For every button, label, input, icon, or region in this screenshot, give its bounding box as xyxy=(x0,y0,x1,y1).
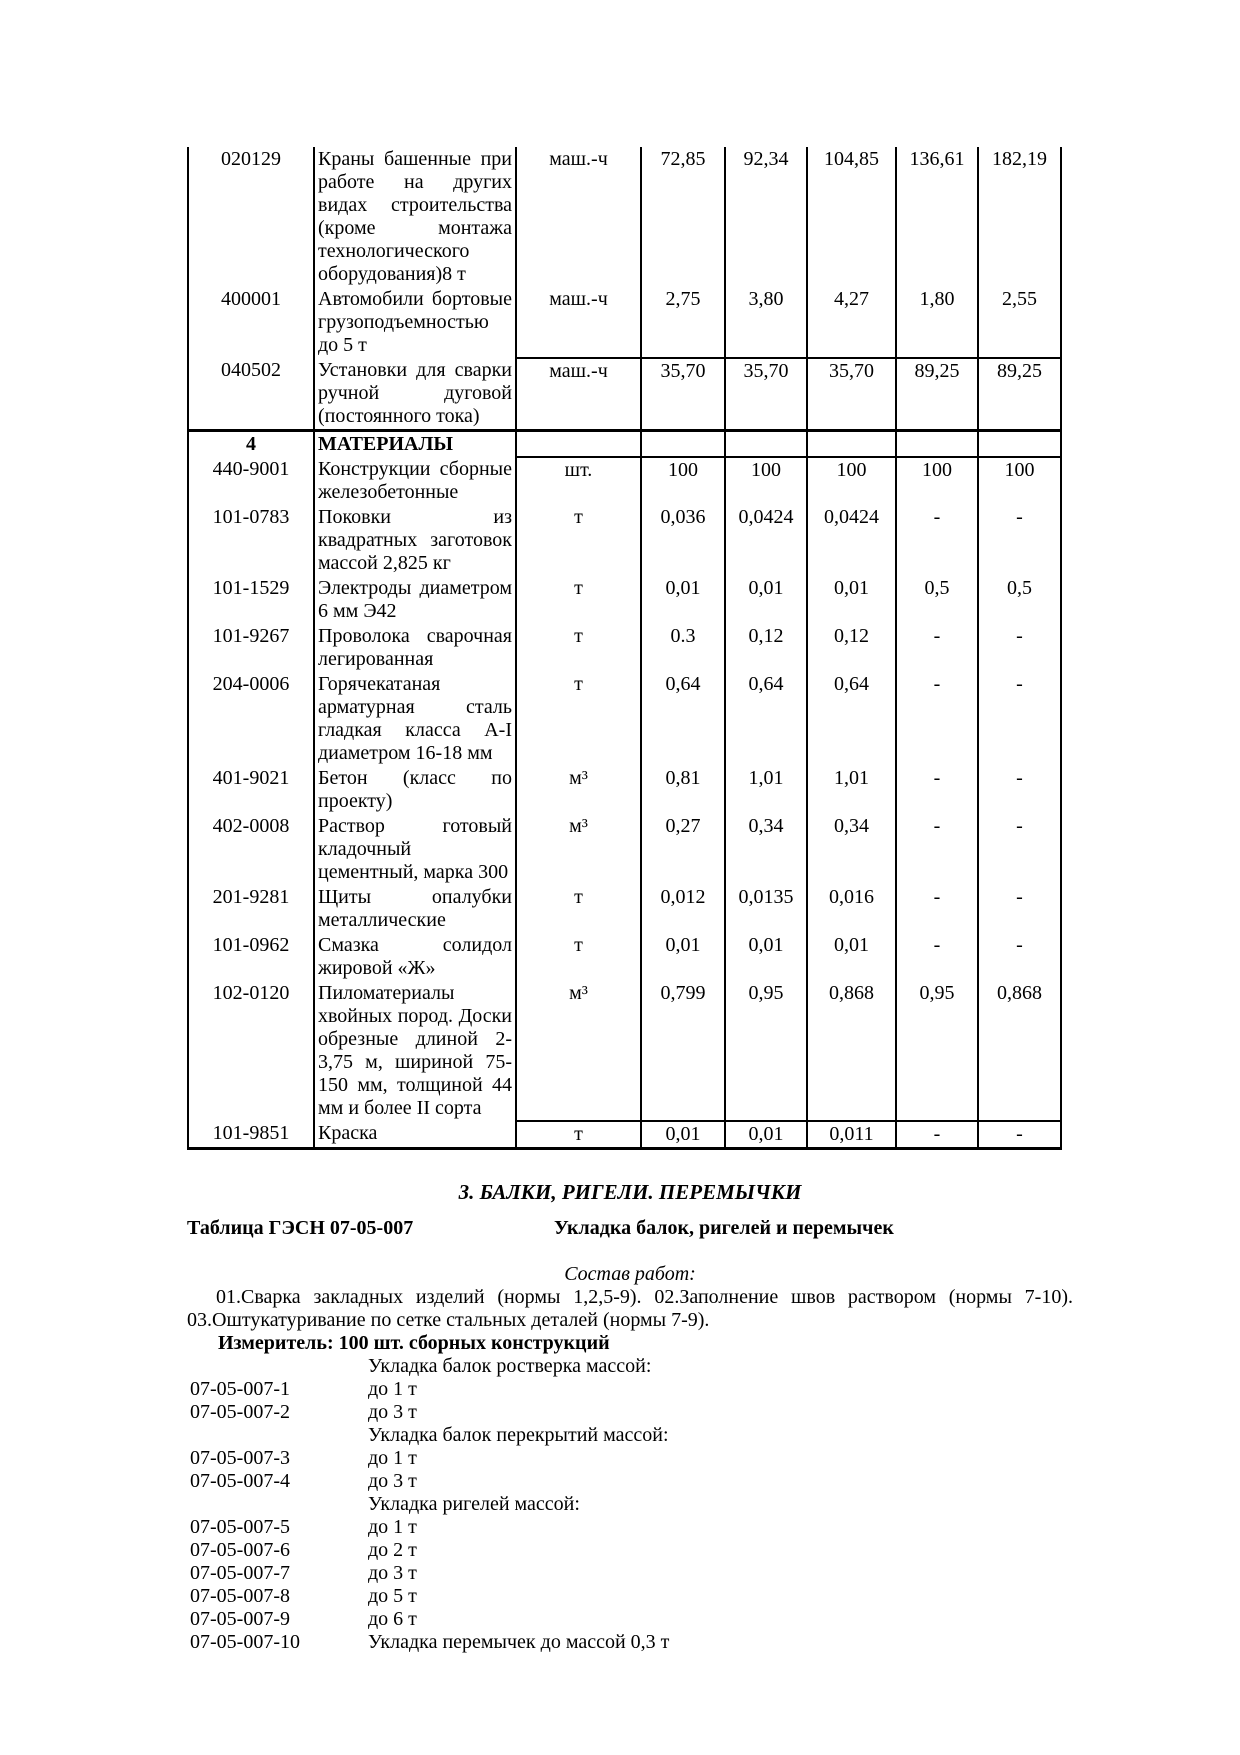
resource-value-cell: - xyxy=(978,1121,1061,1149)
resource-name-cell: Поковки из квадратных заготовок массой 2,825 кг xyxy=(314,505,516,576)
resource-value-cell: 0,868 xyxy=(978,981,1061,1121)
resource-value-cell: 35,70 xyxy=(641,358,725,431)
resource-value-cell: 0,0135 xyxy=(725,885,807,933)
resource-name-cell: Автомобили бортовые грузоподъемностью до 5 т xyxy=(314,287,516,358)
resource-value-cell: 1,01 xyxy=(807,766,896,814)
resource-name-cell: Конструкции сборные железобетонные xyxy=(314,457,516,505)
resource-value-cell: 0,036 xyxy=(641,505,725,576)
norm-code: 07-05-007-3 xyxy=(190,1447,290,1469)
resource-row xyxy=(188,1121,1061,1149)
resource-code-cell: 101-9851 xyxy=(188,1121,314,1149)
resource-value-cell: 0,12 xyxy=(807,624,896,672)
resource-value-cell: - xyxy=(896,933,978,981)
table-title: Укладка балок, ригелей и перемычек xyxy=(554,1217,894,1239)
resource-value-cell: 0,01 xyxy=(807,933,896,981)
resource-value-cell: 0,64 xyxy=(641,672,725,766)
meter-label: Измеритель: 100 шт. сборных конструкций xyxy=(218,1332,610,1354)
document-content xyxy=(187,147,1073,1654)
resource-unit-cell: маш.-ч xyxy=(516,358,641,431)
resource-value-cell: - xyxy=(896,885,978,933)
resource-value-cell: 0,868 xyxy=(807,981,896,1121)
resource-row xyxy=(188,981,1061,1121)
norm-description: до 2 т xyxy=(368,1539,417,1561)
resource-value-cell: 0,27 xyxy=(641,814,725,885)
resource-row xyxy=(188,624,1061,672)
resource-value-cell: - xyxy=(896,766,978,814)
norm-item-row xyxy=(187,1401,1073,1424)
norm-item-row xyxy=(187,1470,1073,1493)
resource-unit-cell: м³ xyxy=(516,814,641,885)
resource-row xyxy=(188,358,1061,431)
resource-unit-cell: т xyxy=(516,624,641,672)
resource-value-cell: 0,01 xyxy=(641,576,725,624)
resource-code-cell: 204-0006 xyxy=(188,672,314,766)
resource-unit-cell: т xyxy=(516,885,641,933)
norm-description: до 3 т xyxy=(368,1562,417,1584)
resource-value-cell: 0,81 xyxy=(641,766,725,814)
resource-unit-cell: т xyxy=(516,576,641,624)
resource-value-cell: 4,27 xyxy=(807,287,896,358)
resource-value-cell: 100 xyxy=(641,457,725,505)
resource-value-cell: - xyxy=(896,624,978,672)
norm-item-row xyxy=(187,1516,1073,1539)
table-number-label: Таблица ГЭСН 07-05-007 xyxy=(187,1217,414,1239)
resource-value-cell: 0,5 xyxy=(896,576,978,624)
norm-item-row xyxy=(187,1631,1073,1654)
norm-description: до 5 т xyxy=(368,1585,417,1607)
resource-unit-cell: т xyxy=(516,933,641,981)
resource-code-cell: 4 xyxy=(188,431,314,458)
resource-value-cell: - xyxy=(978,814,1061,885)
norm-code: 07-05-007-9 xyxy=(190,1608,290,1630)
norm-item-row xyxy=(187,1378,1073,1401)
norm-item-row xyxy=(187,1608,1073,1631)
resource-unit-cell: маш.-ч xyxy=(516,147,641,287)
resource-row xyxy=(188,814,1061,885)
works-composition-heading: Состав работ: xyxy=(564,1263,696,1285)
resource-value-cell: 0,34 xyxy=(807,814,896,885)
norm-item-row xyxy=(187,1355,1073,1378)
resource-value-cell xyxy=(896,431,978,458)
norm-description: Укладка ригелей массой: xyxy=(368,1493,580,1515)
resource-unit-cell: т xyxy=(516,1121,641,1149)
norm-description: до 3 т xyxy=(368,1401,417,1423)
resource-value-cell: 1,80 xyxy=(896,287,978,358)
norm-code: 07-05-007-2 xyxy=(190,1401,290,1423)
resource-value-cell: 182,19 xyxy=(978,147,1061,287)
resource-code-cell: 101-0783 xyxy=(188,505,314,576)
resource-value-cell: 100 xyxy=(725,457,807,505)
resource-code-cell: 020129 xyxy=(188,147,314,287)
resource-value-cell: 92,34 xyxy=(725,147,807,287)
norm-description: до 1 т xyxy=(368,1516,417,1538)
resource-unit-cell: м³ xyxy=(516,766,641,814)
resource-value-cell xyxy=(641,431,725,458)
resource-value-cell: 0,64 xyxy=(807,672,896,766)
resource-name-cell: Раствор готовый кладочный цементный, марка 300 xyxy=(314,814,516,885)
norm-description: до 3 т xyxy=(368,1470,417,1492)
resource-name-cell: Проволока сварочная легированная xyxy=(314,624,516,672)
resource-row xyxy=(188,457,1061,505)
resource-value-cell: 0,016 xyxy=(807,885,896,933)
resource-value-cell: - xyxy=(896,1121,978,1149)
resource-row xyxy=(188,147,1061,287)
norm-items-list xyxy=(187,1355,1073,1654)
resource-name-cell: Краны башенные при работе на других видах строительства (кроме монтажа технологического оборудования)8 т xyxy=(314,147,516,287)
resource-value-cell: 3,80 xyxy=(725,287,807,358)
resource-row xyxy=(188,287,1061,358)
resource-name-cell: Смазка солидол жировой «Ж» xyxy=(314,933,516,981)
resource-value-cell: - xyxy=(978,624,1061,672)
resource-unit-cell: маш.-ч xyxy=(516,287,641,358)
resource-value-cell: 72,85 xyxy=(641,147,725,287)
resource-value-cell: - xyxy=(978,766,1061,814)
norm-item-row xyxy=(187,1539,1073,1562)
resource-name-cell: Бетон (класс по проекту) xyxy=(314,766,516,814)
resource-unit-cell: шт. xyxy=(516,457,641,505)
resource-value-cell: 0,0424 xyxy=(807,505,896,576)
resource-row xyxy=(188,933,1061,981)
resource-code-cell: 040502 xyxy=(188,358,314,431)
resource-value-cell: 0,799 xyxy=(641,981,725,1121)
resource-value-cell: 136,61 xyxy=(896,147,978,287)
resource-code-cell: 101-9267 xyxy=(188,624,314,672)
resource-value-cell: 104,85 xyxy=(807,147,896,287)
resource-code-cell: 102-0120 xyxy=(188,981,314,1121)
norm-code: 07-05-007-1 xyxy=(190,1378,290,1400)
norm-description: Укладка перемычек до массой 0,3 т xyxy=(368,1631,670,1653)
resource-value-cell xyxy=(807,431,896,458)
resource-value-cell: 2,55 xyxy=(978,287,1061,358)
resource-code-cell: 401-9021 xyxy=(188,766,314,814)
resource-code-cell: 400001 xyxy=(188,287,314,358)
resource-value-cell: - xyxy=(978,505,1061,576)
norm-description: до 6 т xyxy=(368,1608,417,1630)
resource-name-cell: МАТЕРИАЛЫ xyxy=(314,431,516,458)
norm-code: 07-05-007-6 xyxy=(190,1539,290,1561)
norm-item-row xyxy=(187,1447,1073,1470)
resource-value-cell: 0,12 xyxy=(725,624,807,672)
resource-value-cell: 0,01 xyxy=(641,1121,725,1149)
resource-value-cell: 0,011 xyxy=(807,1121,896,1149)
resource-value-cell: 0.3 xyxy=(641,624,725,672)
norm-code: 07-05-007-4 xyxy=(190,1470,290,1492)
resource-unit-cell xyxy=(516,431,641,458)
norm-description: до 1 т xyxy=(368,1447,417,1469)
resource-value-cell: 89,25 xyxy=(896,358,978,431)
resource-value-cell xyxy=(725,431,807,458)
resource-value-cell: - xyxy=(896,672,978,766)
table-caption-line xyxy=(187,1217,1073,1240)
resource-value-cell: 100 xyxy=(807,457,896,505)
resource-value-cell: 2,75 xyxy=(641,287,725,358)
resource-code-cell: 402-0008 xyxy=(188,814,314,885)
section-heading: 3. БАЛКИ, РИГЕЛИ. ПЕРЕМЫЧКИ xyxy=(458,1180,802,1204)
resource-value-cell: - xyxy=(896,814,978,885)
works-composition-text: 01.Сварка закладных изделий (нормы 1,2,5-9). 02.Заполнение швов раствором (нормы 7-10). 03.Оштукатуривание по сетке стальных деталей (нормы 7-9). xyxy=(187,1286,1073,1331)
resource-value-cell: 0,34 xyxy=(725,814,807,885)
norm-code: 07-05-007-5 xyxy=(190,1516,290,1538)
resource-consumption-table xyxy=(187,147,1062,1150)
resource-code-cell: 101-1529 xyxy=(188,576,314,624)
resource-value-cell: 0,95 xyxy=(896,981,978,1121)
norm-code: 07-05-007-8 xyxy=(190,1585,290,1607)
norm-item-row xyxy=(187,1585,1073,1608)
resource-value-cell: 0,0424 xyxy=(725,505,807,576)
resource-unit-cell: м³ xyxy=(516,981,641,1121)
resource-value-cell: - xyxy=(978,933,1061,981)
resource-value-cell: - xyxy=(978,672,1061,766)
resource-name-cell: Краска xyxy=(314,1121,516,1149)
resource-value-cell xyxy=(978,431,1061,458)
resource-value-cell: 0,01 xyxy=(807,576,896,624)
resource-code-cell: 201-9281 xyxy=(188,885,314,933)
resource-value-cell: 100 xyxy=(896,457,978,505)
resource-value-cell: 0,012 xyxy=(641,885,725,933)
norm-code: 07-05-007-7 xyxy=(190,1562,290,1584)
material-section-row xyxy=(188,431,1061,458)
norm-item-row xyxy=(187,1493,1073,1516)
resource-name-cell: Щиты опалубки металлические xyxy=(314,885,516,933)
norm-description: до 1 т xyxy=(368,1378,417,1400)
norm-description: Укладка балок перекрытий массой: xyxy=(368,1424,669,1446)
norm-description: Укладка балок ростверка массой: xyxy=(368,1355,652,1377)
resource-value-cell: 89,25 xyxy=(978,358,1061,431)
norm-item-row xyxy=(187,1562,1073,1585)
resource-value-cell: 0,01 xyxy=(725,576,807,624)
resource-code-cell: 440-9001 xyxy=(188,457,314,505)
resource-value-cell: 0,95 xyxy=(725,981,807,1121)
norm-code: 07-05-007-10 xyxy=(190,1631,300,1653)
resource-row xyxy=(188,766,1061,814)
resource-name-cell: Электроды диаметром 6 мм Э42 xyxy=(314,576,516,624)
resource-value-cell: 0,64 xyxy=(725,672,807,766)
resource-table-body xyxy=(188,147,1061,1149)
resource-name-cell: Горячекатаная арматурная сталь гладкая класса А-I диаметром 16-18 мм xyxy=(314,672,516,766)
resource-unit-cell: т xyxy=(516,505,641,576)
resource-value-cell: 0,01 xyxy=(725,1121,807,1149)
resource-name-cell: Пиломатериалы хвойных пород. Доски обрезные длиной 2-3,75 м, шириной 75-150 мм, толщиной 44 мм и более II сорта xyxy=(314,981,516,1121)
resource-unit-cell: т xyxy=(516,672,641,766)
resource-value-cell: 0,5 xyxy=(978,576,1061,624)
resource-name-cell: Установки для сварки ручной дуговой (постоянного тока) xyxy=(314,358,516,431)
resource-row xyxy=(188,505,1061,576)
resource-code-cell: 101-0962 xyxy=(188,933,314,981)
resource-value-cell: 1,01 xyxy=(725,766,807,814)
resource-value-cell: 0,01 xyxy=(641,933,725,981)
resource-row xyxy=(188,885,1061,933)
resource-row xyxy=(188,672,1061,766)
norm-item-row xyxy=(187,1424,1073,1447)
resource-row xyxy=(188,576,1061,624)
resource-value-cell: 0,01 xyxy=(725,933,807,981)
resource-value-cell: 35,70 xyxy=(725,358,807,431)
resource-value-cell: - xyxy=(978,885,1061,933)
resource-value-cell: 35,70 xyxy=(807,358,896,431)
resource-value-cell: - xyxy=(896,505,978,576)
resource-value-cell: 100 xyxy=(978,457,1061,505)
